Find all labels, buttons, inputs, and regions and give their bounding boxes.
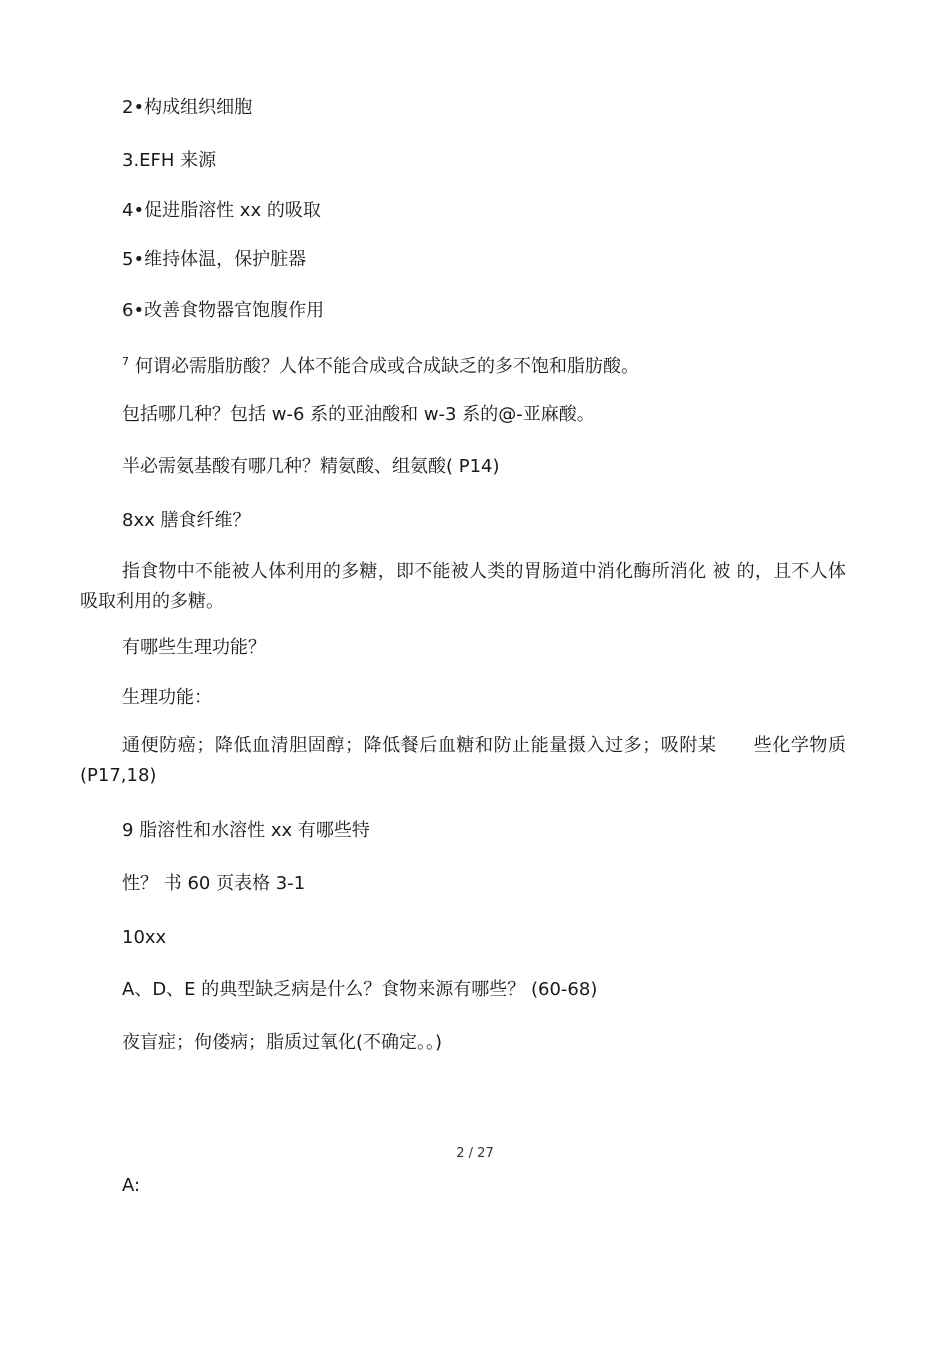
text-line: 3.EFH 来源	[122, 150, 217, 171]
text-line: 8xx 膳食纤维？	[122, 510, 251, 531]
question-text: 何谓必需脂肪酸？人体不能合成或合成缺乏的多不饱和脂肪酸。	[135, 356, 639, 377]
text-line	[122, 350, 639, 379]
paragraph: 通便防癌；降低血清胆固醇；降低餐后血糖和防止能量摄入过多；吸附某 些化学物质(P17,18)	[80, 735, 846, 786]
text-line: 9 脂溶性和水溶性 xx 有哪些特	[122, 820, 370, 841]
text-line: 有哪些生理功能？	[122, 637, 266, 658]
text-line: 6•改善食物器官饱腹作用	[122, 300, 325, 321]
text-line: 性？ 书 60 页表格 3-1	[122, 873, 306, 894]
text-line: 10xx	[122, 927, 167, 948]
text-line: 4•促进脂溶性 xx 的吸取	[122, 200, 321, 221]
page-number: 2 / 27	[456, 1146, 494, 1161]
text-line: A:	[122, 1175, 141, 1196]
item-number: 7	[122, 355, 129, 368]
text-line: A、D、E 的典型缺乏病是什么？食物来源有哪些？ (60-68)	[122, 979, 598, 1000]
text-line: 5•维持体温，保护脏器	[122, 249, 307, 270]
text-line: 生理功能：	[122, 687, 212, 708]
paragraph: 指食物中不能被人体利用的多糖，即不能被人类的胃肠道中消化酶所消化 被 的，且不人体吸取利用的多糖。	[80, 561, 846, 612]
text-line: 半必需氨基酸有哪几种？精氨酸、组氨酸( P14)	[122, 456, 500, 477]
text-line: 夜盲症；佝偻病；脂质过氧化(不确定。。)	[122, 1032, 443, 1053]
text-line: 包括哪几种？包括 w-6 系的亚油酸和 w-3 系的@-亚麻酸。	[122, 404, 595, 425]
text-line: 2•构成组织细胞	[122, 97, 253, 118]
